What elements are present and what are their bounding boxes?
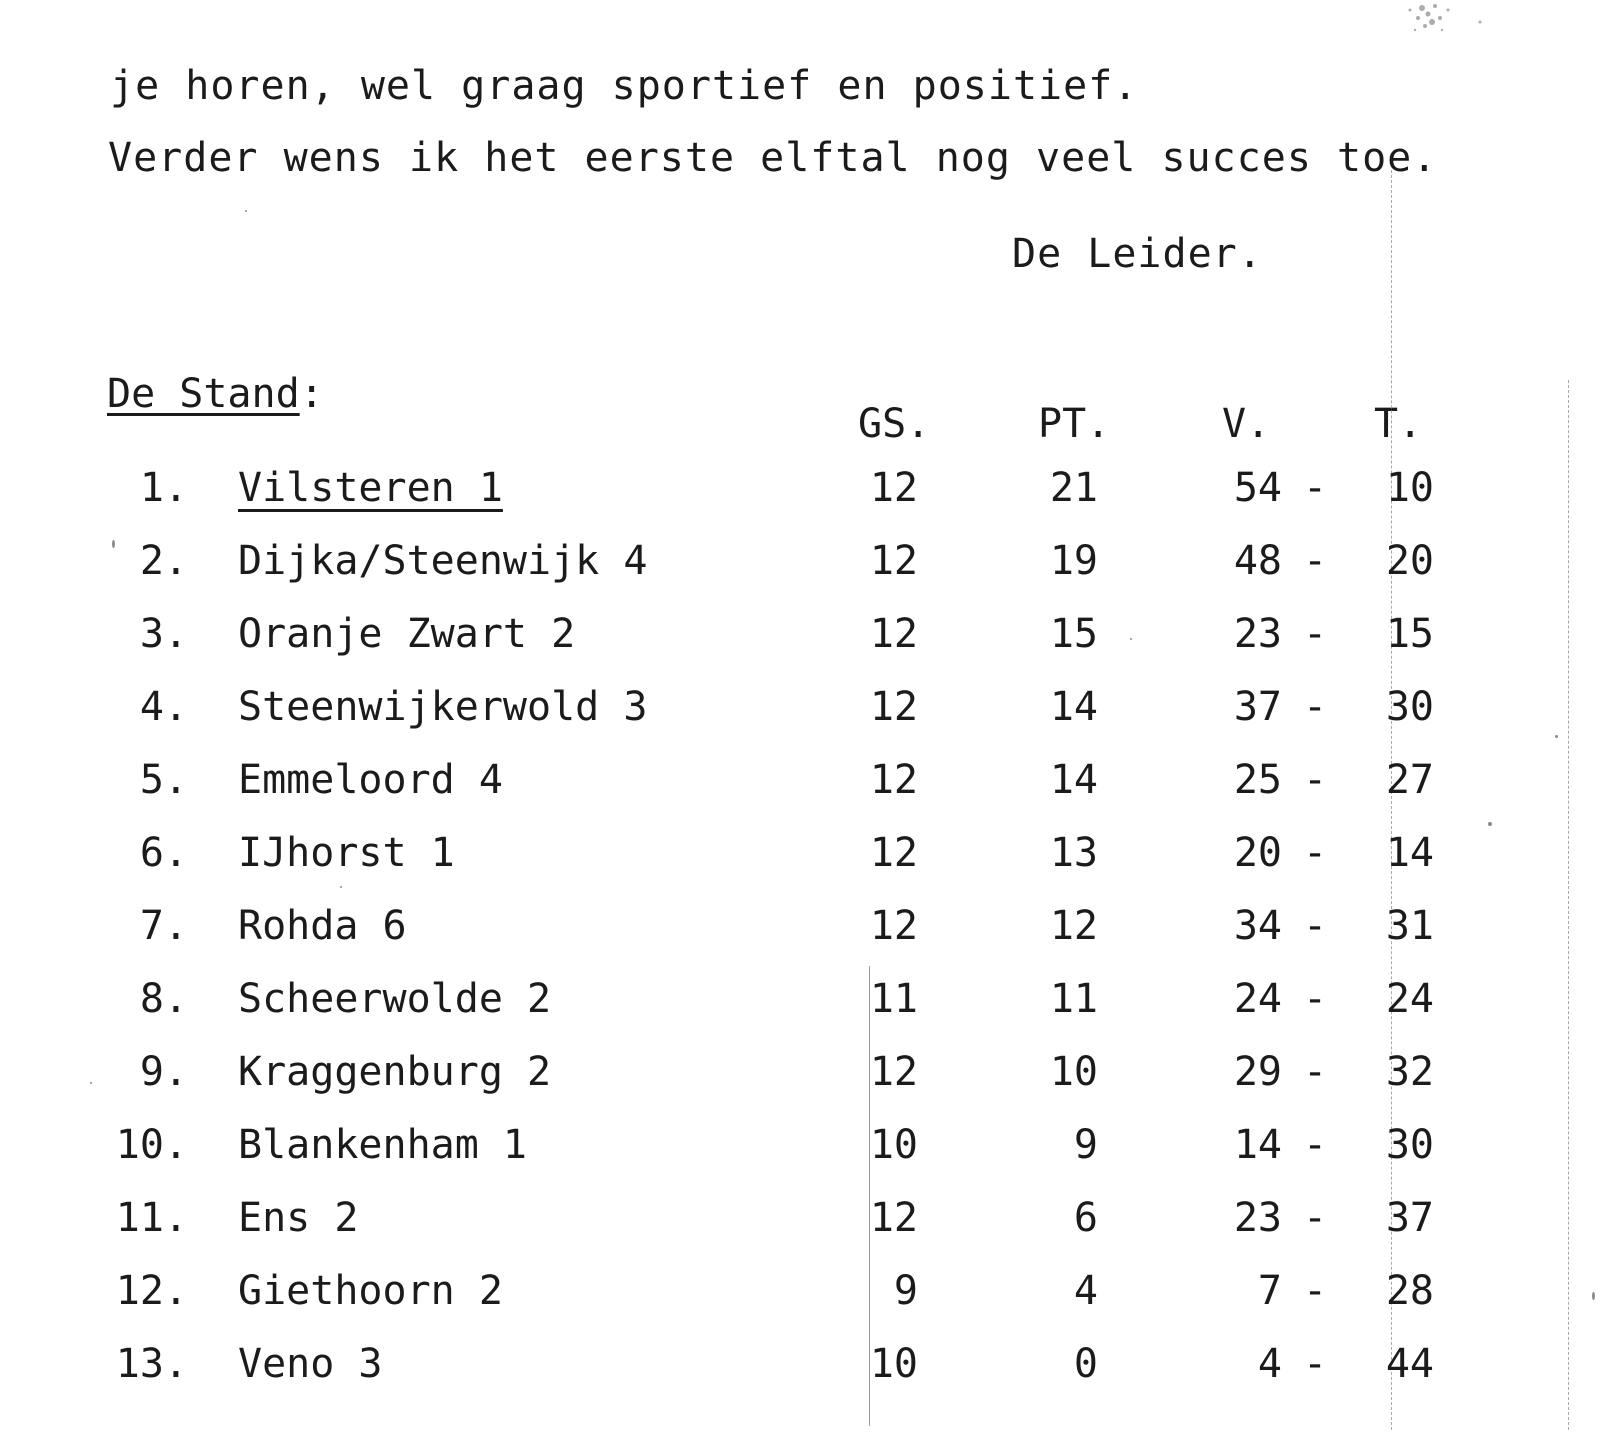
goals-for-cell: 25 — [1233, 757, 1282, 803]
goals-against-cell: 14 — [1385, 830, 1434, 876]
team-cell: Oranje Zwart 2 — [238, 611, 576, 657]
goals-dash: - — [1302, 465, 1328, 511]
table-row — [0, 1195, 1600, 1271]
standings-heading-colon: : — [299, 371, 324, 417]
stamp-smudge — [1380, 0, 1490, 44]
goals-dash: - — [1302, 757, 1328, 803]
goals-for-cell: 20 — [1233, 830, 1282, 876]
team-cell: Dijka/Steenwijk 4 — [238, 538, 648, 584]
team-cell: Ens 2 — [238, 1195, 359, 1241]
points-cell: 12 — [1049, 903, 1098, 949]
team-cell: Kraggenburg 2 — [238, 1049, 552, 1095]
speck — [1130, 638, 1132, 640]
games-cell: 12 — [869, 684, 918, 730]
goals-against-cell: 44 — [1385, 1341, 1434, 1387]
points-cell: 11 — [1049, 976, 1098, 1022]
games-cell: 12 — [869, 465, 918, 511]
goals-against-cell: 24 — [1385, 976, 1434, 1022]
rank-cell: 2. — [139, 538, 188, 584]
team-cell: Scheerwolde 2 — [238, 976, 552, 1022]
goals-against-cell: 20 — [1385, 538, 1434, 584]
goals-against-cell: 15 — [1385, 611, 1434, 657]
goals-against-cell: 37 — [1385, 1195, 1434, 1241]
games-cell: 12 — [869, 830, 918, 876]
team-cell: Veno 3 — [238, 1341, 383, 1387]
rank-cell: 9. — [139, 1049, 188, 1095]
table-row — [0, 976, 1600, 1052]
games-cell: 12 — [869, 538, 918, 584]
column-header-t: T. — [1374, 401, 1423, 447]
team-cell: Giethoorn 2 — [238, 1268, 503, 1314]
table-row — [0, 538, 1600, 614]
goals-dash: - — [1302, 903, 1328, 949]
goals-for-cell: 34 — [1233, 903, 1282, 949]
team-cell: Vilsteren 1 — [238, 465, 503, 511]
table-row — [0, 684, 1600, 760]
goals-for-cell: 54 — [1233, 465, 1282, 511]
points-cell: 14 — [1049, 757, 1098, 803]
standings-table — [0, 465, 1600, 1417]
table-row — [0, 1268, 1600, 1344]
goals-dash: - — [1302, 1341, 1328, 1387]
rank-cell: 1. — [139, 465, 188, 511]
goals-dash: - — [1302, 611, 1328, 657]
points-cell: 13 — [1049, 830, 1098, 876]
standings-heading — [107, 371, 324, 417]
goals-for-cell: 4 — [1257, 1341, 1282, 1387]
points-cell: 10 — [1049, 1049, 1098, 1095]
column-header-v: V. — [1222, 401, 1271, 447]
games-cell: 12 — [869, 1049, 918, 1095]
table-row — [0, 1049, 1600, 1125]
team-cell: Emmeloord 4 — [238, 757, 503, 803]
goals-dash: - — [1302, 1268, 1328, 1314]
games-cell: 12 — [869, 903, 918, 949]
points-cell: 14 — [1049, 684, 1098, 730]
goals-dash: - — [1302, 976, 1328, 1022]
table-row — [0, 465, 1600, 541]
team-cell: Rohda 6 — [238, 903, 407, 949]
column-header-pt: PT. — [1038, 401, 1111, 447]
goals-against-cell: 30 — [1385, 1122, 1434, 1168]
goals-dash: - — [1302, 1049, 1328, 1095]
rank-cell: 13. — [115, 1341, 188, 1387]
points-cell: 9 — [1073, 1122, 1098, 1168]
goals-against-cell: 27 — [1385, 757, 1434, 803]
goals-against-cell: 31 — [1385, 903, 1434, 949]
rank-cell: 8. — [139, 976, 188, 1022]
goals-for-cell: 29 — [1233, 1049, 1282, 1095]
games-cell: 12 — [869, 1195, 918, 1241]
points-cell: 19 — [1049, 538, 1098, 584]
standings-heading-text: De Stand — [107, 371, 300, 417]
points-cell: 0 — [1073, 1341, 1098, 1387]
goals-dash: - — [1302, 538, 1328, 584]
goals-dash: - — [1302, 1122, 1328, 1168]
table-row — [0, 1341, 1600, 1417]
speck — [1488, 822, 1492, 826]
rank-cell: 11. — [115, 1195, 188, 1241]
table-row — [0, 830, 1600, 906]
goals-against-cell: 32 — [1385, 1049, 1434, 1095]
points-cell: 15 — [1049, 611, 1098, 657]
goals-for-cell: 37 — [1233, 684, 1282, 730]
team-cell: Steenwijkerwold 3 — [238, 684, 648, 730]
rank-cell: 4. — [139, 684, 188, 730]
table-row — [0, 903, 1600, 979]
goals-against-cell: 30 — [1385, 684, 1434, 730]
points-cell: 6 — [1073, 1195, 1098, 1241]
table-row — [0, 611, 1600, 687]
goals-against-cell: 10 — [1385, 465, 1434, 511]
speck — [90, 1082, 92, 1084]
goals-for-cell: 23 — [1233, 1195, 1282, 1241]
text-line-2: Verder wens ik het eerste elftal nog veel succes toe. — [108, 135, 1438, 181]
rank-cell: 7. — [139, 903, 188, 949]
speck — [112, 540, 115, 548]
goals-dash: - — [1302, 684, 1328, 730]
text-line-1: je horen, wel graag sportief en positief. — [110, 63, 1139, 109]
goals-for-cell: 48 — [1233, 538, 1282, 584]
signature: De Leider. — [1012, 231, 1263, 277]
team-cell: IJhorst 1 — [238, 830, 455, 876]
table-row — [0, 1122, 1600, 1198]
rank-cell: 6. — [139, 830, 188, 876]
games-cell: 12 — [869, 611, 918, 657]
goals-against-cell: 28 — [1385, 1268, 1434, 1314]
games-cell: 11 — [869, 976, 918, 1022]
goals-dash: - — [1302, 1195, 1328, 1241]
games-cell: 12 — [869, 757, 918, 803]
rank-cell: 10. — [115, 1122, 188, 1168]
rank-cell: 3. — [139, 611, 188, 657]
rank-cell: 12. — [115, 1268, 188, 1314]
table-row — [0, 757, 1600, 833]
games-cell: 10 — [869, 1341, 918, 1387]
games-cell: 9 — [893, 1268, 918, 1314]
speck — [245, 210, 247, 212]
column-header-gs: GS. — [858, 401, 931, 447]
rank-cell: 5. — [139, 757, 188, 803]
goals-for-cell: 23 — [1233, 611, 1282, 657]
goals-for-cell: 24 — [1233, 976, 1282, 1022]
speck — [1592, 1292, 1595, 1300]
goals-dash: - — [1302, 830, 1328, 876]
speck — [1555, 735, 1558, 738]
goals-for-cell: 7 — [1257, 1268, 1282, 1314]
points-cell: 4 — [1073, 1268, 1098, 1314]
speck — [340, 886, 342, 888]
games-cell: 10 — [869, 1122, 918, 1168]
points-cell: 21 — [1049, 465, 1098, 511]
goals-for-cell: 14 — [1233, 1122, 1282, 1168]
team-cell: Blankenham 1 — [238, 1122, 527, 1168]
